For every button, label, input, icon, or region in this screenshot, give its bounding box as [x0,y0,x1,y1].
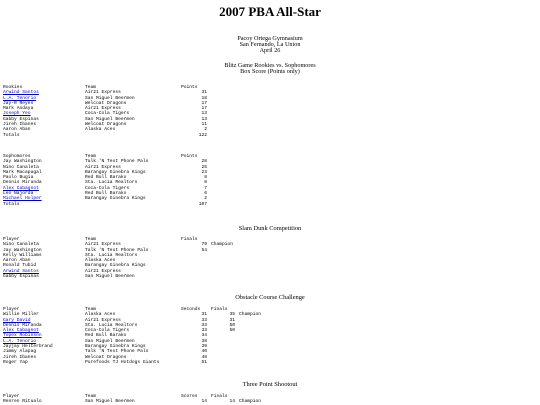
round-score: 33 [201,322,207,328]
points-value: 8 [204,175,207,181]
team-name: Barangay Ginebra Kings [85,344,146,350]
points-value: 31 [201,90,207,96]
finals-score: 14 [229,399,235,405]
team-name: Barangay Ginebra Kings [85,169,146,175]
three-point-heading: Three Point Shootout [242,381,298,388]
player-name: Dennis Miranda [3,180,42,186]
table-row [3,360,279,365]
event-date: April 26 [259,47,281,54]
player-name: Leo Najorda [3,191,34,197]
round-score: 39 [201,344,207,350]
obstacle-heading: Obstacle Course Challenge [235,294,305,301]
team-name: Air21 Express [85,242,121,248]
player-link[interactable]: Arwind Santos [3,268,39,274]
finals-score [181,274,211,279]
points-value: 17 [201,100,207,106]
player-name: Dennis Miranda [3,322,42,328]
team-name: Alaska Aces [85,258,116,264]
column-header: Player [3,307,20,312]
finals-score: 50 [229,328,235,334]
player-name: Jay Washington [3,159,42,165]
column-header: Team [85,154,97,159]
team-name: Talk 'N Text Phone Pals [85,247,149,253]
player-name: Gabby Espinas [3,116,39,122]
round-score: 38 [201,338,207,344]
player-name: Roger Yap [3,359,28,365]
team-name: Welcoat Dragons [85,100,127,106]
player-name: Paolo Bugia [3,175,34,181]
column-header: Team [85,237,97,242]
team-name: Talk 'N Text Phone Pals [85,349,149,355]
team-name: Barangay Ginebra Kings [85,263,146,269]
finals-score: 54 [201,247,207,253]
totals-row [3,202,211,207]
totals-value: 107 [198,201,207,207]
player-link[interactable]: Alex Cabagnot [3,328,39,334]
player-name: Jireh Ibanes [3,354,37,360]
player-link[interactable]: L.A. Tenorio [3,95,37,101]
team-name: Air21 Express [85,317,121,323]
team-name: San Miguel Beermen [85,95,135,101]
column-header: Finals [181,237,198,242]
rookies-table [3,85,211,138]
sophomores-table [3,154,211,207]
player-name: Mark Andaya [3,106,34,112]
slam-dunk-heading: Slam Dunk Competition [238,225,302,232]
points-value: 13 [201,111,207,117]
player-name: Aaron Aban [3,127,31,133]
finals-score: 79 [201,242,207,248]
totals-label: Totals [3,132,20,138]
team-name: Red Bull Barako [85,191,127,197]
result-note: Champion [239,399,262,405]
player-name: Nino Canaleta [3,242,39,248]
team-name: Red Bull Barako [85,175,127,181]
empty-cell [85,133,181,138]
team-name: Welcoat Dragons [85,354,127,360]
slam-dunk-table [3,237,251,279]
player-name: Jay-R Reyes [3,100,34,106]
round-score: 48 [201,354,207,360]
blitz-heading: Blitz Game Rookies vs. Sophomores [224,62,316,69]
totals-row [3,133,211,138]
player-link[interactable]: Michael Holper [3,196,42,202]
round-score: 33 [201,317,207,323]
empty-cell [85,202,181,207]
column-header: Points [181,154,198,159]
team-name: San Miguel Beermen [85,116,135,122]
page-title: 2007 PBA All-Star [219,4,321,19]
team-name: Air21 Express [85,268,121,274]
player-link[interactable]: Alex Cabagnot [3,185,39,191]
round-score: 51 [201,359,207,365]
result-note [239,360,279,365]
points-value: 6 [204,191,207,197]
team-name: Sta. Lucia Realtors [85,252,138,258]
player-link[interactable]: Gary David [3,317,31,323]
team-name: Talk 'N Text Phone Pals [85,159,149,165]
column-header: Scores [181,394,198,399]
player-name: Gabby Espinas [3,274,39,280]
column-header: Finals [211,394,228,399]
player-link[interactable]: Arwind Santos [3,90,39,96]
player-link[interactable]: L.A. Tenorio [3,338,37,344]
round-score: 40 [201,349,207,355]
totals-label: Totals [3,201,20,207]
player-name: Jay Washington [3,247,42,253]
team-name: Air21 Express [85,106,121,112]
player-name: Jimmy Alapag [3,349,37,355]
finals-score [211,360,239,365]
column-header: Points [181,85,198,90]
venue-name: Pacoy Ortega Gymnasium [237,35,303,42]
team-name: San Miguel Beermen [85,274,135,280]
result-note: Champion [211,242,234,248]
player-name: Jireh Ibanes [3,122,37,128]
player-name: Aaron Aban [3,258,31,264]
team-name: Red Bull Barako [85,333,127,339]
column-header: Sophomores [3,154,31,159]
player-link[interactable]: Joseph Yeo [3,111,31,117]
table-row [3,399,279,404]
points-value: 18 [201,95,207,101]
team-name: Alaska Aces [85,127,116,133]
totals-value: 122 [198,132,207,138]
team-name: Coca-Cola Tigers [85,185,130,191]
round-score: 31 [201,312,207,318]
team-name: Coca-Cola Tigers [85,111,130,117]
player-name: Renren Ritualo [3,399,42,405]
finals-score: 35 [229,312,235,318]
team-name: Welcoat Dragons [85,122,127,128]
finals-score: 50 [229,322,235,328]
column-header: Team [85,307,97,312]
player-name: Mark Macapagal [3,169,42,175]
column-header: Finals [211,307,228,312]
column-header: Team [85,85,97,90]
team-name: Barangay Ginebra Kings [85,196,146,202]
table-row [3,274,251,279]
result-note: Champion [239,312,262,318]
points-value: 11 [201,122,207,128]
finals-score: 31 [229,317,235,323]
player-name: Ronald Tubid [3,263,37,269]
points-value: 23 [201,169,207,175]
team-name: Sta. Lucia Realtors [85,322,138,328]
player-link[interactable]: Topex Robinson [3,333,42,339]
column-header: Rookies [3,85,23,90]
points-value: 2 [204,127,207,133]
points-value: 25 [201,164,207,170]
obstacle-table [3,307,279,365]
points-value: 7 [204,185,207,191]
column-header: Seconds [181,307,201,312]
points-value: 17 [201,106,207,112]
round-score: 14 [201,399,207,405]
player-name: Jayjay Helterbrand [3,344,53,350]
column-header: Player [3,237,20,242]
team-name: Coca-Cola Tigers [85,328,130,334]
team-name: San Miguel Beermen [85,399,135,405]
column-header: Player [3,394,20,399]
team-name: Air21 Express [85,90,121,96]
round-score: 34 [201,333,207,339]
player-name: Willie Miller [3,312,39,318]
team-name: Air21 Express [85,164,121,170]
blitz-subheading: Box Score (Points only) [240,68,300,75]
result-note [211,274,251,279]
player-name: Nino Canaleta [3,164,39,170]
team-name: Purefoods TJ Hotdogs Giants [85,359,160,365]
points-value: 2 [204,196,207,202]
team-name: San Miguel Beermen [85,338,135,344]
team-name: Sta. Lucia Realtors [85,180,138,186]
points-value: 8 [204,180,207,186]
team-name: Alaska Aces [85,312,116,318]
three-point-table [3,394,279,405]
column-header: Team [85,394,97,399]
points-value: 13 [201,116,207,122]
round-score: 33 [201,328,207,334]
venue-location: San Fernando, La Union [239,41,301,48]
points-value: 28 [201,159,207,165]
player-name: Kelly Williams [3,252,42,258]
